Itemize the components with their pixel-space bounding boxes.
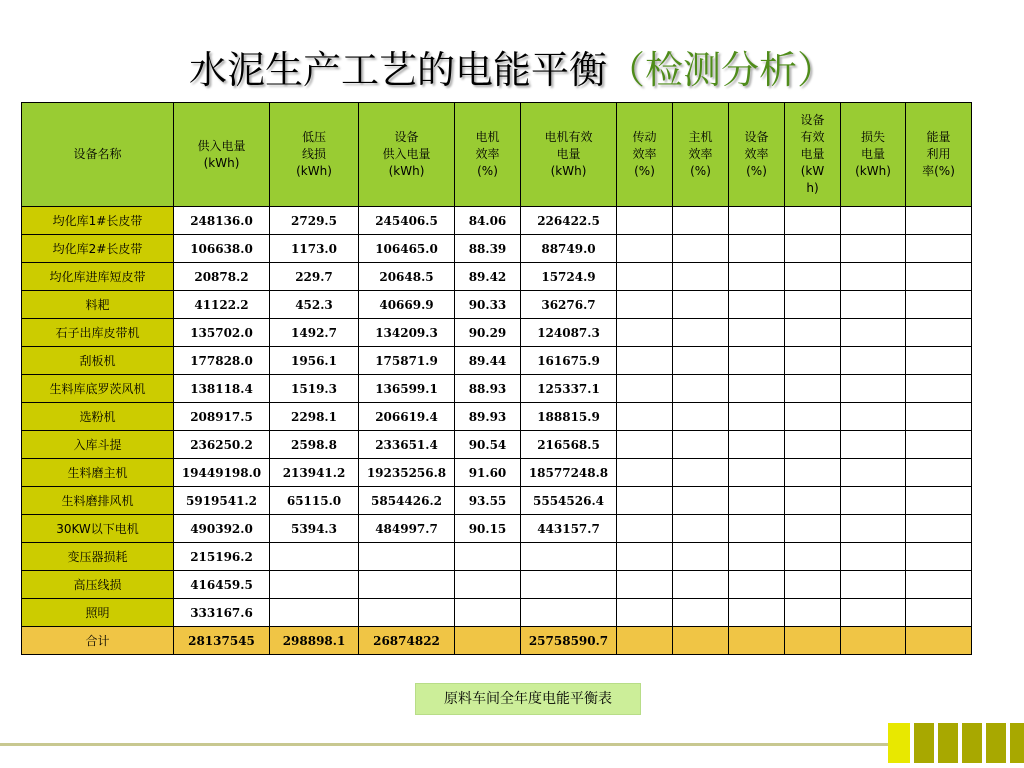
- table-cell: [359, 571, 455, 599]
- table-cell: 106465.0: [359, 235, 455, 263]
- table-cell: [673, 515, 729, 543]
- total-cell: [673, 627, 729, 655]
- table-cell: [521, 571, 617, 599]
- table-cell: 5554526.4: [521, 487, 617, 515]
- table-cell: [617, 319, 673, 347]
- table-cell: 1956.1: [270, 347, 359, 375]
- table-cell: [785, 543, 841, 571]
- table-cell: [906, 543, 972, 571]
- table-cell: 333167.6: [174, 599, 270, 627]
- table-caption: 原料车间全年度电能平衡表: [415, 683, 641, 715]
- table-cell: [455, 599, 521, 627]
- column-header: 能量 利用 率(%): [906, 103, 972, 207]
- table-row: [22, 207, 972, 235]
- table-cell: 19449198.0: [174, 459, 270, 487]
- table-cell: [841, 599, 906, 627]
- table-cell: [729, 235, 785, 263]
- table-cell: [785, 347, 841, 375]
- table-cell: 19235256.8: [359, 459, 455, 487]
- table-cell: [841, 319, 906, 347]
- table-cell: 206619.4: [359, 403, 455, 431]
- table-cell: [841, 403, 906, 431]
- table-cell: 208917.5: [174, 403, 270, 431]
- table-cell: [785, 515, 841, 543]
- table-row: [22, 375, 972, 403]
- table-cell: [729, 599, 785, 627]
- table-cell: [673, 599, 729, 627]
- footer-rule: [0, 743, 890, 746]
- table-cell: [906, 375, 972, 403]
- table-cell: [729, 571, 785, 599]
- equipment-name-cell: 高压线损: [22, 571, 174, 599]
- table-cell: [673, 347, 729, 375]
- column-header: 传动 效率 (%): [617, 103, 673, 207]
- total-cell: 28137545: [174, 627, 270, 655]
- table-cell: 138118.4: [174, 375, 270, 403]
- table-cell: 36276.7: [521, 291, 617, 319]
- table-cell: [729, 347, 785, 375]
- deco-block-2: [914, 723, 934, 763]
- column-header: 供入电量 (kWh): [174, 103, 270, 207]
- table-cell: [729, 515, 785, 543]
- table-cell: 443157.7: [521, 515, 617, 543]
- equipment-name-cell: 生料磨排风机: [22, 487, 174, 515]
- table-cell: 20648.5: [359, 263, 455, 291]
- table-cell: [785, 291, 841, 319]
- table-cell: [729, 263, 785, 291]
- table-cell: 216568.5: [521, 431, 617, 459]
- table-cell: [785, 403, 841, 431]
- table-cell: [906, 487, 972, 515]
- total-row: [22, 627, 972, 655]
- column-header: 电机 效率 (%): [455, 103, 521, 207]
- table-cell: 416459.5: [174, 571, 270, 599]
- table-cell: [906, 571, 972, 599]
- table-cell: 41122.2: [174, 291, 270, 319]
- table-cell: [673, 263, 729, 291]
- table-cell: [729, 431, 785, 459]
- table-row: [22, 487, 972, 515]
- table-cell: [729, 207, 785, 235]
- table-cell: [673, 319, 729, 347]
- table-cell: 5854426.2: [359, 487, 455, 515]
- table-cell: 15724.9: [521, 263, 617, 291]
- table-row: [22, 319, 972, 347]
- table-body: [22, 207, 972, 655]
- table-cell: 1519.3: [270, 375, 359, 403]
- table-cell: [906, 515, 972, 543]
- equipment-name-cell: 入库斗提: [22, 431, 174, 459]
- table-cell: [617, 487, 673, 515]
- deco-block-5: [986, 723, 1006, 763]
- table-cell: [617, 515, 673, 543]
- table-cell: 18577248.8: [521, 459, 617, 487]
- table-cell: 90.33: [455, 291, 521, 319]
- table-cell: 229.7: [270, 263, 359, 291]
- table-cell: [785, 207, 841, 235]
- table-cell: 452.3: [270, 291, 359, 319]
- table-cell: [617, 235, 673, 263]
- table-cell: [729, 319, 785, 347]
- table-cell: 134209.3: [359, 319, 455, 347]
- table-cell: [673, 571, 729, 599]
- table-cell: [729, 403, 785, 431]
- table-cell: [729, 291, 785, 319]
- table-cell: [617, 263, 673, 291]
- table-cell: [841, 291, 906, 319]
- table-cell: [729, 543, 785, 571]
- table-cell: 90.54: [455, 431, 521, 459]
- table-cell: [673, 291, 729, 319]
- table-cell: [673, 431, 729, 459]
- total-cell: [906, 627, 972, 655]
- table-cell: 88.39: [455, 235, 521, 263]
- table-cell: [673, 207, 729, 235]
- table-row: [22, 459, 972, 487]
- table-cell: [841, 487, 906, 515]
- table-cell: 1492.7: [270, 319, 359, 347]
- table-cell: 93.55: [455, 487, 521, 515]
- table-cell: [841, 431, 906, 459]
- table-cell: 88.93: [455, 375, 521, 403]
- table-cell: [617, 459, 673, 487]
- table-cell: 177828.0: [174, 347, 270, 375]
- table-cell: [729, 487, 785, 515]
- table-cell: 2729.5: [270, 207, 359, 235]
- table-cell: 5394.3: [270, 515, 359, 543]
- table-cell: 136599.1: [359, 375, 455, 403]
- table-cell: [841, 263, 906, 291]
- table-cell: [617, 347, 673, 375]
- table-cell: [617, 207, 673, 235]
- table-row: [22, 431, 972, 459]
- table-cell: [270, 571, 359, 599]
- table-cell: [359, 543, 455, 571]
- table-cell: [617, 291, 673, 319]
- table-row: [22, 571, 972, 599]
- table-cell: 125337.1: [521, 375, 617, 403]
- table-cell: [617, 599, 673, 627]
- table-cell: [841, 571, 906, 599]
- table-cell: [617, 571, 673, 599]
- total-cell: [729, 627, 785, 655]
- slide-title: [0, 44, 1024, 96]
- table-cell: [785, 319, 841, 347]
- title-paren: （检测分析）: [607, 48, 836, 92]
- table-cell: 175871.9: [359, 347, 455, 375]
- table-cell: [785, 235, 841, 263]
- table-cell: [906, 599, 972, 627]
- table-row: [22, 235, 972, 263]
- table-cell: [729, 375, 785, 403]
- table-row: [22, 515, 972, 543]
- equipment-name-cell: 变压器损耗: [22, 543, 174, 571]
- table-row: [22, 263, 972, 291]
- table-cell: [270, 599, 359, 627]
- table-cell: [785, 571, 841, 599]
- equipment-name-cell: 石子出库皮带机: [22, 319, 174, 347]
- table-cell: [270, 543, 359, 571]
- table-cell: 490392.0: [174, 515, 270, 543]
- table-cell: [906, 319, 972, 347]
- equipment-name-cell: 30KW以下电机: [22, 515, 174, 543]
- table-cell: 5919541.2: [174, 487, 270, 515]
- table-row: [22, 403, 972, 431]
- table-cell: [521, 543, 617, 571]
- deco-block-1: [888, 723, 910, 763]
- table-row: [22, 599, 972, 627]
- table-cell: [906, 263, 972, 291]
- table-cell: 213941.2: [270, 459, 359, 487]
- deco-block-4: [962, 723, 982, 763]
- table-cell: 124087.3: [521, 319, 617, 347]
- table-cell: [841, 459, 906, 487]
- table-cell: [906, 403, 972, 431]
- table-cell: 89.93: [455, 403, 521, 431]
- column-header: 设备 供入电量 (kWh): [359, 103, 455, 207]
- deco-block-6: [1010, 723, 1024, 763]
- table-cell: 40669.9: [359, 291, 455, 319]
- table-cell: [673, 459, 729, 487]
- deco-block-3: [938, 723, 958, 763]
- table-cell: [785, 375, 841, 403]
- column-header: 低压 线损 (kWh): [270, 103, 359, 207]
- equipment-name-cell: 刮板机: [22, 347, 174, 375]
- table-cell: [673, 543, 729, 571]
- table-cell: [906, 459, 972, 487]
- table-cell: 90.29: [455, 319, 521, 347]
- total-cell: [455, 627, 521, 655]
- total-label-cell: 合计: [22, 627, 174, 655]
- equipment-name-cell: 照明: [22, 599, 174, 627]
- column-header: 电机有效 电量 (kWh): [521, 103, 617, 207]
- table-row: [22, 543, 972, 571]
- table-cell: [841, 347, 906, 375]
- table-cell: [617, 431, 673, 459]
- table-cell: [617, 403, 673, 431]
- table-cell: 161675.9: [521, 347, 617, 375]
- table-cell: 484997.7: [359, 515, 455, 543]
- table-cell: [785, 487, 841, 515]
- column-header: 主机 效率 (%): [673, 103, 729, 207]
- table-cell: [729, 459, 785, 487]
- total-cell: [785, 627, 841, 655]
- table-cell: [906, 291, 972, 319]
- table-cell: [785, 459, 841, 487]
- total-cell: [617, 627, 673, 655]
- table-cell: [673, 403, 729, 431]
- table-cell: 226422.5: [521, 207, 617, 235]
- table-cell: 236250.2: [174, 431, 270, 459]
- table-cell: 2298.1: [270, 403, 359, 431]
- table-cell: 135702.0: [174, 319, 270, 347]
- table-cell: [906, 207, 972, 235]
- title-main: 水泥生产工艺的电能平衡: [188, 48, 607, 92]
- table-cell: [359, 599, 455, 627]
- table-cell: [673, 375, 729, 403]
- table-cell: [785, 431, 841, 459]
- table-cell: 215196.2: [174, 543, 270, 571]
- table-row: [22, 291, 972, 319]
- table-cell: 89.42: [455, 263, 521, 291]
- table-cell: [841, 515, 906, 543]
- table-cell: [617, 375, 673, 403]
- table-row: [22, 347, 972, 375]
- table-cell: 245406.5: [359, 207, 455, 235]
- table-cell: 248136.0: [174, 207, 270, 235]
- equipment-name-cell: 均化库进库短皮带: [22, 263, 174, 291]
- total-cell: 25758590.7: [521, 627, 617, 655]
- equipment-name-cell: 选粉机: [22, 403, 174, 431]
- column-header: 损失 电量 (kWh): [841, 103, 906, 207]
- table-cell: [673, 487, 729, 515]
- table-cell: 188815.9: [521, 403, 617, 431]
- total-cell: 298898.1: [270, 627, 359, 655]
- table-cell: [841, 543, 906, 571]
- table-cell: [617, 543, 673, 571]
- total-cell: 26874822: [359, 627, 455, 655]
- table-cell: 88749.0: [521, 235, 617, 263]
- table-cell: [841, 207, 906, 235]
- table-cell: [455, 543, 521, 571]
- table-cell: 90.15: [455, 515, 521, 543]
- table-cell: 233651.4: [359, 431, 455, 459]
- table-header-row: [22, 103, 972, 207]
- equipment-name-cell: 生料库底罗茨风机: [22, 375, 174, 403]
- table-cell: 2598.8: [270, 431, 359, 459]
- table-cell: 84.06: [455, 207, 521, 235]
- table-cell: 20878.2: [174, 263, 270, 291]
- total-cell: [841, 627, 906, 655]
- table-cell: [455, 571, 521, 599]
- table-cell: [906, 431, 972, 459]
- table-cell: [841, 375, 906, 403]
- table-cell: [673, 235, 729, 263]
- table-cell: 91.60: [455, 459, 521, 487]
- column-header: 设备 有效 电量 (kW h): [785, 103, 841, 207]
- column-header: 设备 效率 (%): [729, 103, 785, 207]
- equipment-name-cell: 均化库2#长皮带: [22, 235, 174, 263]
- table-cell: [906, 347, 972, 375]
- energy-balance-table: [21, 102, 972, 655]
- table-cell: [521, 599, 617, 627]
- column-header: 设备名称: [22, 103, 174, 207]
- equipment-name-cell: 均化库1#长皮带: [22, 207, 174, 235]
- table-cell: 1173.0: [270, 235, 359, 263]
- equipment-name-cell: 料耙: [22, 291, 174, 319]
- table-cell: 106638.0: [174, 235, 270, 263]
- table-cell: [906, 235, 972, 263]
- table-cell: 65115.0: [270, 487, 359, 515]
- equipment-name-cell: 生料磨主机: [22, 459, 174, 487]
- table-cell: [785, 599, 841, 627]
- table-cell: 89.44: [455, 347, 521, 375]
- table-cell: [785, 263, 841, 291]
- table-cell: [841, 235, 906, 263]
